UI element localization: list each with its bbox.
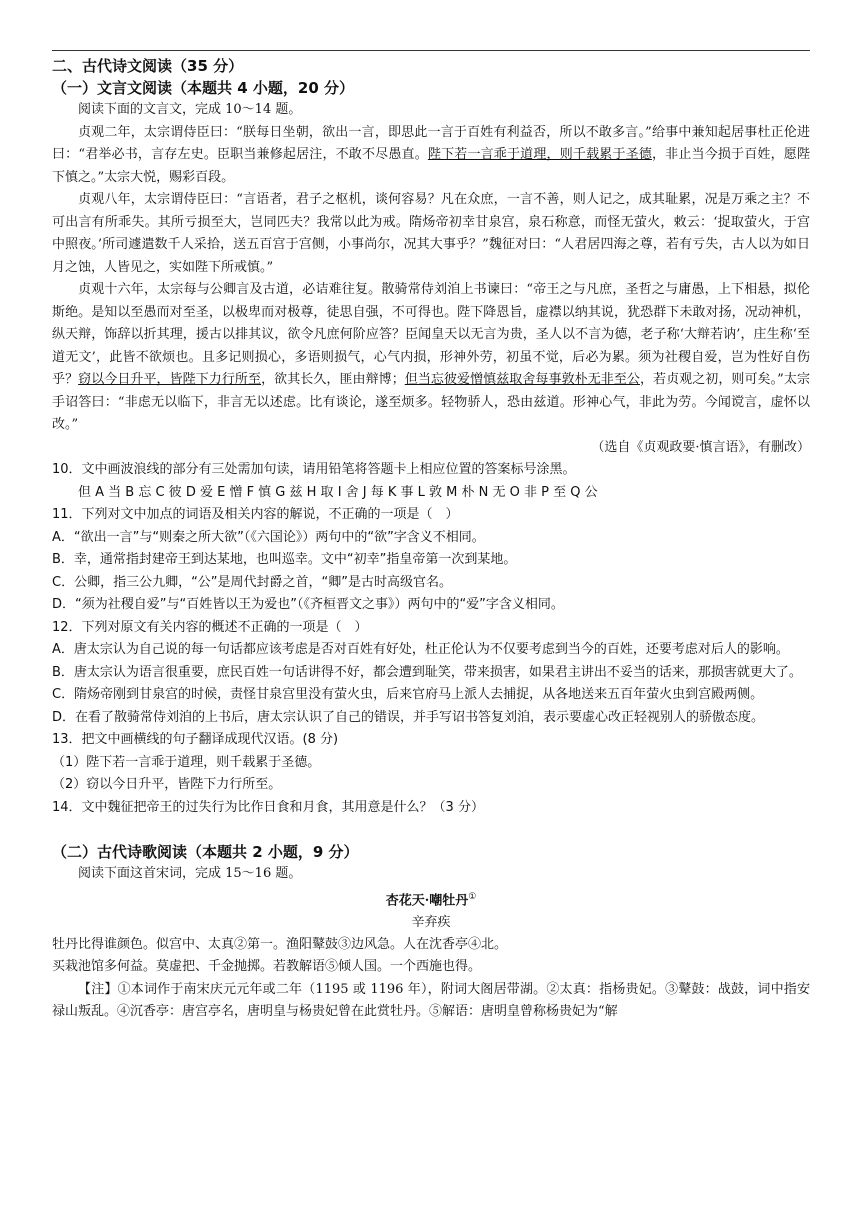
para3-text-b: ，欲其长久，匪由辩博；: [261, 372, 405, 387]
para3-text-a: 贞观十六年，太宗每与公卿言及古道，必诘难往复。散骑常侍刘洎上书谏曰：“帝王之与凡庶，圣哲之与庸愚，上下相悬，拟伦斯绝。是知以至愚而对至圣，以极卑而对极尊，徒思自强，不可得也。陛下降恩旨，虚襟以纳其说，犹恐群下未敢对扬，况动神机，纵天辩，饰辞以折其理，援古以排其议，欲令凡庶何阶应答？臣闻皇天以无言为贵，圣人以不言为德，老子称‘大辩若讷’，庄生称‘至道无文’，此皆不欲烦也。且多记则损心，多语则损气，心气内损，形神外劳，初虽不觉，后必为累。须为社稷自爱，岂为性好自伤乎？: [52, 282, 810, 387]
question-11-option-a: A．“欲出一言”与“则秦之所大欲”（《六国论》）两句中的“欲”字含义不相同。: [52, 529, 485, 545]
poem-line-2: 买栽池馆多何益。莫虚把、千金抛掷。若教解语⑤倾人国。一个西施也得。: [52, 959, 482, 975]
poem-title-note-mark: ①: [468, 891, 477, 902]
question-11-option-d: D．“须为社稷自爱”与“百姓皆以王为爱也”（《齐桓晋文之事》）两句中的“爱”字含义相同。: [52, 597, 564, 612]
part2-title: （二）古代诗歌阅读（本题共 2 小题，9 分）: [52, 843, 359, 861]
para3-text-c: ，若贞观之初，则可矣。”太宗手诏答曰：“非虑无以临下，非言无以述虑。比有谈论，遂至烦多。轻物骄人，恐由兹道。形神心气，非此为劳。今闻谠言，虚怀以改。”: [52, 372, 810, 432]
question-13-item-1: （1）陛下若一言乖于道理，则千载累于圣德。: [52, 754, 321, 770]
question-10: 10．文中画波浪线的部分有三处需加句读，请用铅笔将答题卡上相应位置的答案标号涂黑。: [52, 462, 576, 477]
poem-title-text: 杏花天·嘲牡丹: [385, 892, 469, 908]
passage-paragraph-2: 贞观八年，太宗谓侍臣曰：“言语者，君子之枢机，谈何容易？凡在众庶，一言不善，则人记之，成其耻累，况是万乘之主？不可出言有所乖失。其所亏损至大，岂同匹夫？我常以此为戒。隋炀帝初幸甘泉宫，泉石称意，而怪无萤火，敕云：‘捉取萤火，于宫中照夜。’所司遽遣数千人采拾，送五百宫于宫侧，小事尚尔，况其大事乎？”魏征对曰：“人君居四海之尊，若有亏失，古人以为如日月之蚀，人皆见之，实如陛下所戒慎。”: [52, 192, 810, 275]
question-12-option-c: C．隋炀帝刚到甘泉宫的时候，责怪甘泉宫里没有萤火虫，后来官府马上派人去捕捉，从各地送来五百年萤火虫到宫殿两侧。: [52, 687, 764, 702]
passage-paragraph-3: [52, 279, 810, 437]
question-11-option-b: B．幸，通常指封建帝王到达某地，也叫巡幸。文中“初幸”指皇帝第一次到某地。: [52, 552, 517, 567]
top-rule: [52, 50, 810, 51]
question-12-option-a: A．唐太宗认为自己说的每一句话都应该考虑是否对百姓有好处，杜正伦认为不仅要考虑到当今的百姓，还要考虑对后人的影响。: [52, 642, 789, 657]
section-title: 二、古代诗文阅读（35 分）: [52, 57, 244, 75]
para1-text-a: 贞观二年，太宗谓侍臣曰：“朕每日坐朝，欲出一言，即思此一言于百姓有利益否，所以不敢多言。”给事中兼知起居事杜正伦进曰：“君举必书，言存左史。臣职当兼修起居注，不敢不尽愚直。: [52, 124, 810, 162]
question-13-item-2: （2）窃以今日升平，皆陛下力行所至。: [52, 777, 282, 792]
para1-text-b: ，非止当今损于百姓，愿陛下慎之。”太宗大悦，赐彩百段。: [52, 147, 810, 185]
exam-page: [52, 50, 810, 1024]
poem-title: [52, 886, 810, 912]
question-10-options: 但 A 当 B 忘 C 彼 D 爱 E 憎 F 慎 G 兹 H 取 I 舍 J 每 K 事 L 敦 M 朴 N 无 O 非 P 至 Q 公: [78, 484, 598, 500]
part2-instruction: 阅读下面这首宋词，完成 15～16 题。: [78, 866, 302, 881]
question-12: 12．下列对原文有关内容的概述不正确的一项是（ ）: [52, 619, 368, 635]
passage-source: （选自《贞观政要·慎言语》，有删改）: [591, 439, 810, 455]
poem-notes: 【注】①本词作于南宋庆元元年或二年（1195 或 1196 年），附词大阁居带湖。②太真：指杨贵妃。③鼙鼓：战鼓，词中指安禄山叛乱。④沉香亭：唐宫亭名，唐明皇与杨贵妃曾在此赏牡丹。⑤解语：唐明皇曾称杨贵妃为“解: [52, 981, 810, 1020]
question-11-option-c: C．公卿，指三公九卿，“公”是周代封爵之首，“卿”是古时高级官名。: [52, 574, 453, 590]
part1-instruction: 阅读下面的文言文，完成 10～14 题。: [78, 102, 302, 117]
part1-title: （一）文言文阅读（本题共 4 小题，20 分）: [52, 79, 354, 97]
question-11: 11．下列对文中加点的词语及相关内容的解说，不正确的一项是（ ）: [52, 507, 459, 522]
poem-line-1: 牡丹比得谁颜色。似宫中、太真②第一。渔阳鼙鼓③边风急。人在沈香亭④北。: [52, 936, 508, 952]
question-13: 13．把文中画横线的句子翻译成现代汉语。(8 分): [52, 732, 339, 747]
para1-underlined-sentence: 陛下若一言乖于道理，则千载累于圣德: [427, 147, 652, 162]
para3-wavy-line-part: 但当忘彼爱憎慎兹取舍每事敦朴无非至公: [404, 372, 640, 387]
question-12-option-b: B．唐太宗认为语言很重要，庶民百姓一句话讲得不好，都会遭到耻笑，带来损害，如果君主讲出不妥当的话来，那损害就更大了。: [52, 664, 802, 680]
question-14: 14．文中魏征把帝王的过失行为比作日食和月食，其用意是什么？（3 分）: [52, 799, 484, 815]
para3-underlined-sentence: 窃以今日升平，皆陛下力行所至: [78, 372, 262, 387]
poem-author: 辛弃疾: [411, 914, 451, 930]
spacer: [52, 819, 810, 841]
question-12-option-d: D．在看了散骑常侍刘洎的上书后，唐太宗认识了自己的错误，并手写诏书答复刘洎，表示要虚心改正轻视别人的骄傲态度。: [52, 709, 765, 725]
passage-paragraph-1: [52, 122, 810, 190]
